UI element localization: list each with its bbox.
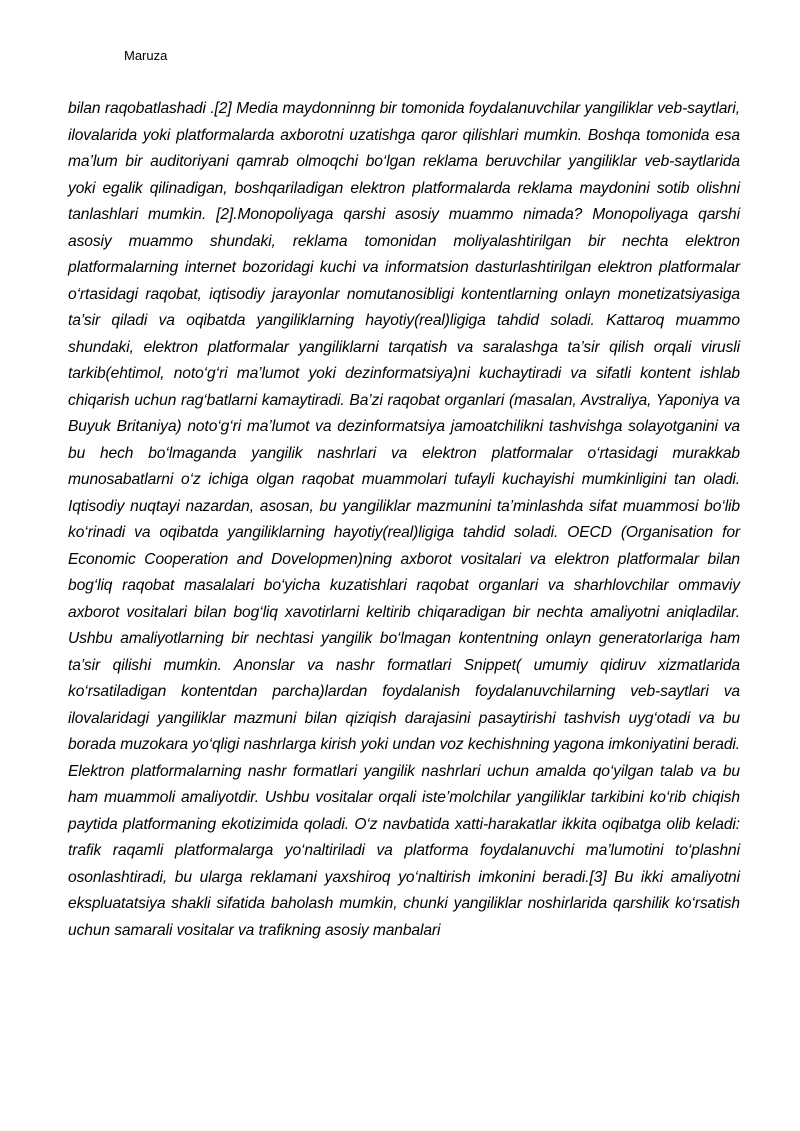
- body-paragraph: bilan raqobatlashadi .[2] Media maydonninng bir tomonida foydalanuvchilar yangiliklar veb-saytlari, ilovalarida yoki platformalarda axborotni uzatishga qaror qilishlari mumkin. Boshqa tomonida esa ma’lum bir auditoriyani qamrab olmoqchi bo‘lgan reklama beruvchilar yangiliklar veb-saytlarida yoki egalik qilinadigan, boshqariladigan elektron platformalarda reklama maydonini sotib olishni tanlashlari mumkin. [2].Monopoliyaga qarshi asosiy muammo nimada? Monopoliyaga qarshi asosiy muammo shundaki, reklama tomonidan moliyalashtirilgan bir nechta elektron platformalarning internet bozoridagi kuchi va informatsion dasturlashtirilgan elektron platformalar o‘rtasidagi raqobat, iqtisodiy jarayonlar nomutanosibligi kontentlarning onlayn monetizatsiyasiga ta’sir qiladi va oqibatda yangiliklarning hayotiy(real)ligiga tahdid soladi. Kattaroq muammo shundaki, elektron platformalar yangiliklarni tarqatish va saralashga ta’sir qilish orqali virusli tarkib(ehtimol, noto‘g‘ri ma’lumot yoki dezinformatsiya)ni kuchaytiradi va sifatli kontent ishlab chiqarish uchun rag‘batlarni kamaytiradi. Ba’zi raqobat organlari (masalan, Avstraliya, Yaponiya va Buyuk Britaniya) noto‘g‘ri ma’lumot va dezinformatsiya jamoatchilikni tashvishga solayotganini va bu hech bo‘lmaganda yangilik nashrlari va elektron platformalar o‘rtasidagi murakkab munosabatlarni o‘z ichiga olgan raqobat muammolari tufayli kuchayishi mumkinligini tan oladi. Iqtisodiy nuqtayi nazardan, asosan, bu yangiliklar mazmunini ta’minlashda sifat muammosi bo‘lib ko‘rinadi va oqibatda yangiliklarning hayotiy(real)ligiga tahdid soladi. OECD (Organisation for Economic Cooperation and Dovelopmen)ning axborot vositalari va elektron platformalar bilan bog‘liq raqobat masalalari bo‘yicha kuzatishlari raqobat organlari va sharhlovchilar ommaviy axborot vositalari bilan bog‘liq xavotirlarni keltirib chiqaradigan bir nechta amaliyotni aniqladilar. Ushbu amaliyotlarning bir nechtasi yangilik bo‘lmagan kontentning onlayn generatorlariga ham ta’sir qilishi mumkin. Anonslar va nashr formatlari Snippet( umumiy qidiruv xizmatlarida ko‘rsatiladigan kontentdan parcha)lardan foydalanish foydalanuvchilarning veb-saytlari va ilovalaridagi yangiliklar mazmuni bilan qiziqish darajasini pasaytirishi tashvish uyg‘otadi va bu borada muzokara yo‘qligi nashrlarga kirish yoki undan voz kechishning yagona imkoniyatini beradi. Elektron platformalarning nashr formatlari yangilik nashrlari uchun amalda qo‘yilgan talab va bu ham muammoli amaliyotdir. Ushbu vositalar orqali iste’molchilar yangiliklar tarkibini ko‘rib chiqish paytida platformaning ekotizimida qoladi. O‘z navbatida xatti-harakatlar ikkita oqibatga olib keladi: trafik raqamli platformalarga yo‘naltiriladi va platforma foydalanuvchi ma’lumotini to‘plashni osonlashtiradi, bu ularga reklamani yaxshiroq yo‘naltirish imkonini beradi.[3] Bu ikki amaliyotni ekspluatatsiya shakli sifatida baholash mumkin, chunki yangiliklar noshirlarida qarshilik ko‘rsatish uchun samarali vositalar va trafikning asosiy manbalari: [68, 100, 740, 939]
- page-header: Maruza: [124, 48, 168, 63]
